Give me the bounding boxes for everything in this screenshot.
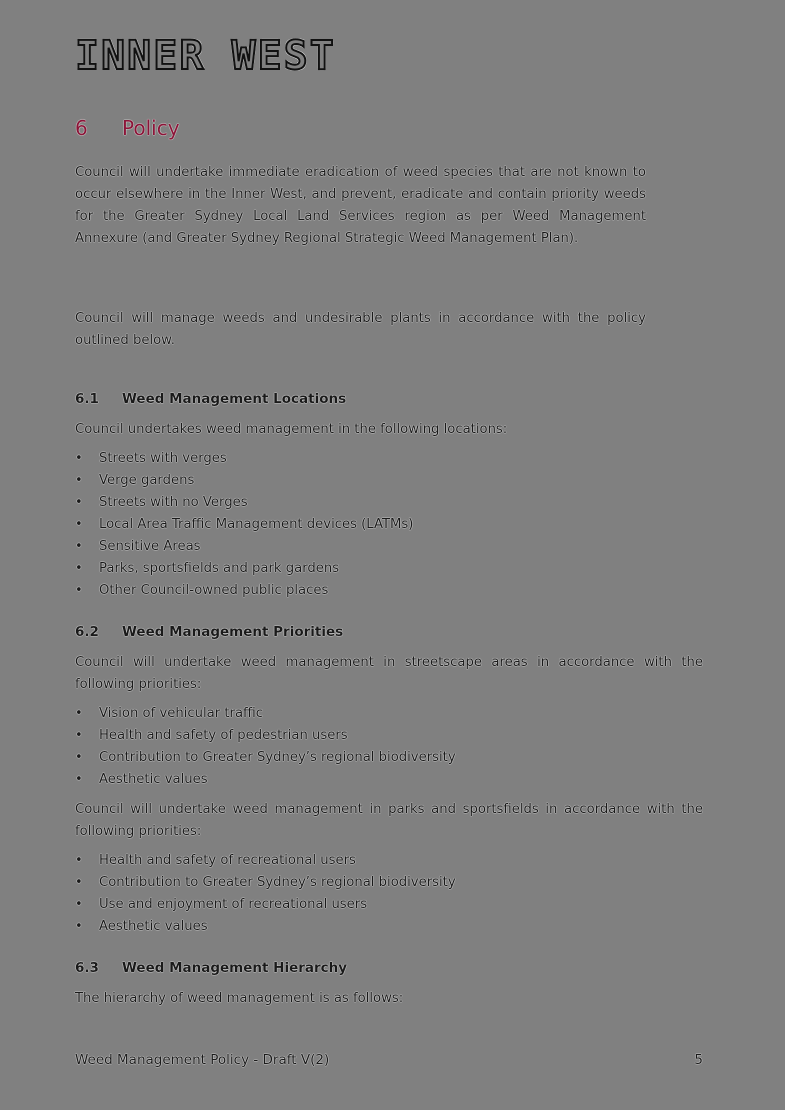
subsection-heading-6-1 bbox=[75, 391, 346, 407]
list-item-text: Health and safety of pedestrian users bbox=[99, 728, 348, 743]
list-item-text: Parks, sportsfields and park gardens bbox=[99, 561, 340, 576]
bullet-icon: • bbox=[75, 919, 83, 934]
list-item bbox=[75, 492, 413, 514]
bullet-icon: • bbox=[75, 750, 83, 765]
bullet-icon: • bbox=[75, 561, 83, 576]
bullet-icon: • bbox=[75, 539, 83, 554]
list-item-text: Contribution to Greater Sydney’s regional biodiversity bbox=[99, 750, 456, 765]
list-item bbox=[75, 558, 413, 580]
bullet-icon: • bbox=[75, 728, 83, 743]
bullet-icon: • bbox=[75, 875, 83, 890]
bullet-icon: • bbox=[75, 706, 83, 721]
parks-priorities-list bbox=[75, 850, 456, 938]
list-item-text: Contribution to Greater Sydney’s regional biodiversity bbox=[99, 875, 456, 890]
list-item bbox=[75, 580, 413, 602]
policy-manage-paragraph: Council will manage weeds and undesirable plants in accordance with the policy outlined below. bbox=[75, 311, 646, 348]
subsection-heading-6-2 bbox=[75, 624, 343, 640]
bullet-icon: • bbox=[75, 495, 83, 510]
list-item bbox=[75, 850, 456, 872]
list-item bbox=[75, 470, 413, 492]
bullet-icon: • bbox=[75, 451, 83, 466]
locations-list bbox=[75, 448, 413, 602]
section-title: Policy bbox=[122, 116, 180, 140]
list-item bbox=[75, 703, 456, 725]
list-item bbox=[75, 514, 413, 536]
list-item-text: Verge gardens bbox=[99, 473, 195, 488]
bullet-icon: • bbox=[75, 583, 83, 598]
bullet-icon: • bbox=[75, 897, 83, 912]
bullet-icon: • bbox=[75, 772, 83, 787]
list-item-text: Sensitive Areas bbox=[99, 539, 201, 554]
list-item-text: Other Council-owned public places bbox=[99, 583, 329, 598]
section-number: 6 bbox=[75, 116, 88, 140]
footer-document-title: Weed Management Policy - Draft V(2) bbox=[75, 1052, 330, 1068]
list-item bbox=[75, 448, 413, 470]
bullet-icon: • bbox=[75, 473, 83, 488]
footer-page-number: 5 bbox=[694, 1052, 703, 1068]
subsection-number: 6.1 bbox=[75, 391, 99, 407]
list-item bbox=[75, 872, 456, 894]
policy-intro-paragraph: Council will undertake immediate eradication of weed species that are not known to occur elsewhere in the Inner West, and prevent, eradicate and contain priority weeds for the Greater Sydney Local Land Services region as per Weed Management Annexure (and Greater Sydney Regional Strategic Weed Management Plan). bbox=[75, 165, 646, 246]
list-item bbox=[75, 536, 413, 558]
subsection-number: 6.3 bbox=[75, 960, 99, 976]
subsection-title: Weed Management Locations bbox=[122, 391, 347, 407]
list-item-text: Streets with verges bbox=[99, 451, 227, 466]
list-item-text: Aesthetic values bbox=[99, 772, 208, 787]
bullet-icon: • bbox=[75, 853, 83, 868]
section-heading bbox=[75, 116, 180, 140]
streetscape-priorities-intro: Council will undertake weed management in streetscape areas in accordance with the following priorities: bbox=[75, 655, 703, 692]
list-item-text: Use and enjoyment of recreational users bbox=[99, 897, 368, 912]
list-item-text: Local Area Traffic Management devices (LATMs) bbox=[99, 517, 414, 532]
list-item-text: Aesthetic values bbox=[99, 919, 208, 934]
list-item bbox=[75, 894, 456, 916]
subsection-title: Weed Management Priorities bbox=[122, 624, 344, 640]
page-footer bbox=[75, 1052, 703, 1068]
locations-intro: Council undertakes weed management in the following locations: bbox=[75, 422, 508, 437]
bullet-icon: • bbox=[75, 517, 83, 532]
hierarchy-intro: The hierarchy of weed management is as follows: bbox=[75, 991, 404, 1006]
subsection-number: 6.2 bbox=[75, 624, 99, 640]
list-item bbox=[75, 769, 456, 791]
list-item-text: Streets with no Verges bbox=[99, 495, 248, 510]
list-item bbox=[75, 725, 456, 747]
inner-west-logo: INNER WEST bbox=[75, 33, 336, 79]
list-item bbox=[75, 916, 456, 938]
subsection-title: Weed Management Hierarchy bbox=[122, 960, 348, 976]
subsection-heading-6-3 bbox=[75, 960, 347, 976]
list-item bbox=[75, 747, 456, 769]
list-item-text: Health and safety of recreational users bbox=[99, 853, 356, 868]
parks-priorities-intro: Council will undertake weed management in parks and sportsfields in accordance with the following priorities: bbox=[75, 802, 703, 839]
list-item-text: Vision of vehicular traffic bbox=[99, 706, 264, 721]
streetscape-priorities-list bbox=[75, 703, 456, 791]
